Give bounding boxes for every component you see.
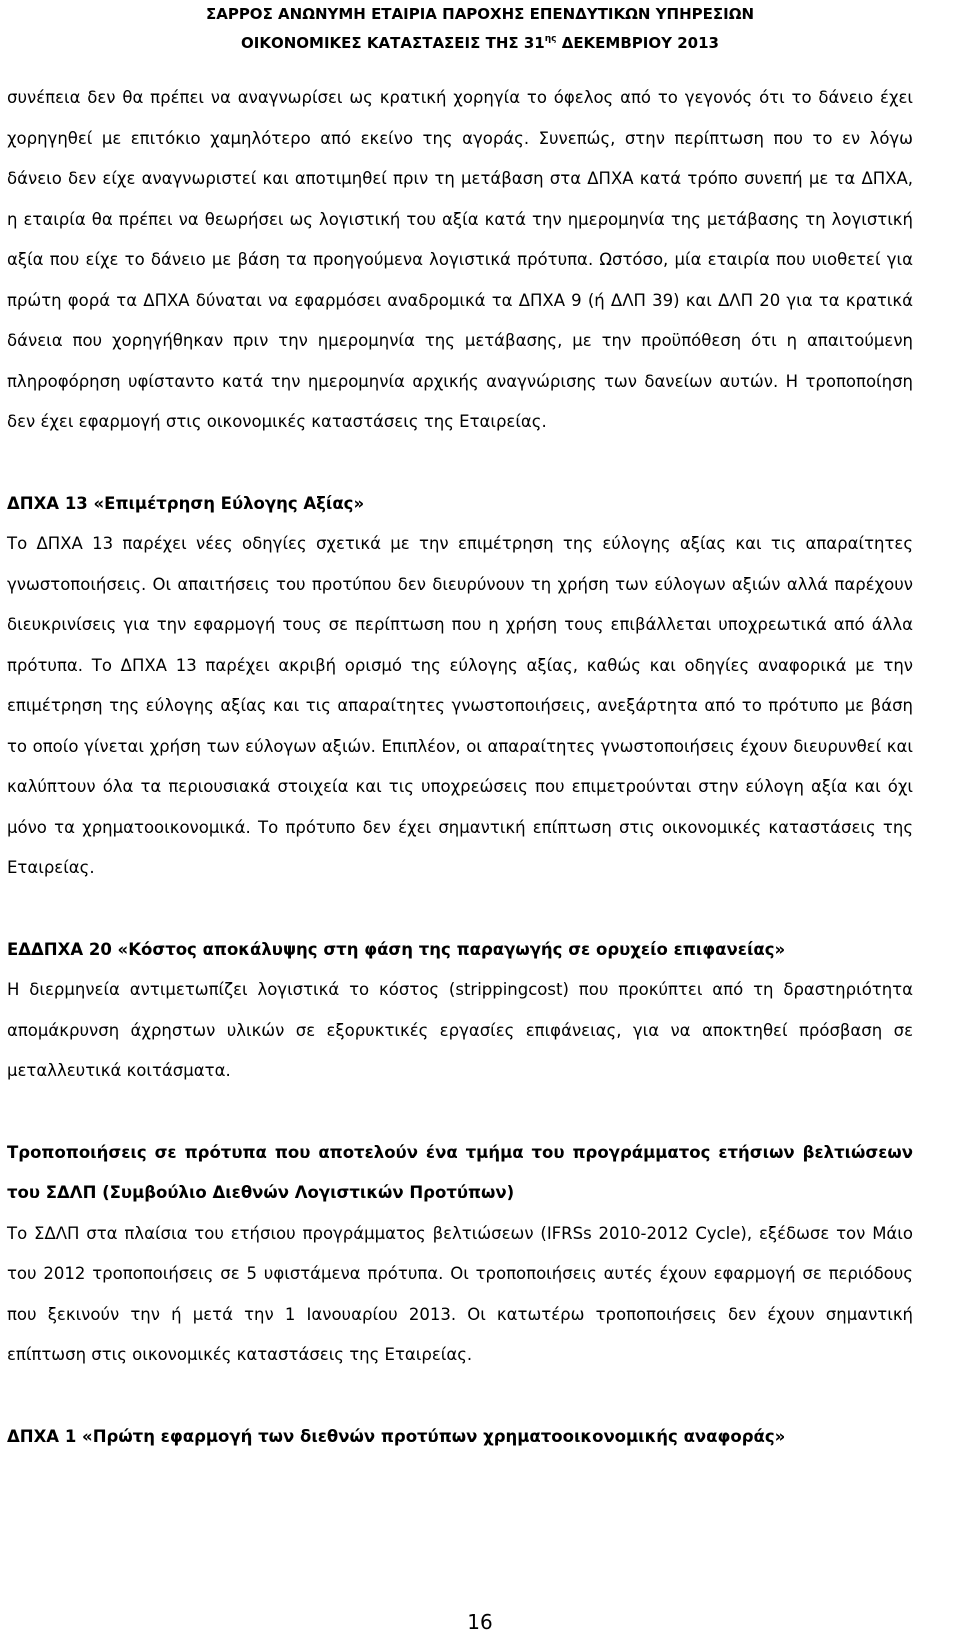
section-spacer bbox=[7, 889, 913, 930]
page-header bbox=[0, 0, 960, 58]
statements-title-prefix: ΟΙΚΟΝΟΜΙΚΕΣ ΚΑΤΑΣΤΑΣΕΙΣ ΤΗΣ 31 bbox=[241, 34, 545, 52]
document-body bbox=[7, 78, 913, 1457]
statements-title bbox=[0, 29, 960, 58]
page-number: 16 bbox=[467, 1610, 493, 1634]
section-spacer bbox=[7, 1092, 913, 1133]
ifric20-paragraph: Η διερμηνεία αντιμετωπίζει λογιστικά το κόστος (strippingcost) που προκύπτει από τη δραστηριότητα απομάκρυνση άχρηστων υλικών σε εξορυκτικές εργασίες επιφάνειας, για να αποκτηθεί πρόσβαση σε μεταλλευτικά κοιτάσματα. bbox=[7, 980, 913, 1080]
section-spacer bbox=[7, 443, 913, 484]
ifrs1-heading: ΔΠΧΑ 1 «Πρώτη εφαρμογή των διεθνών προτύπων χρηματοοικονομικής αναφοράς» bbox=[7, 1426, 786, 1446]
annual-improvements-heading: Τροποποιήσεις σε πρότυπα που αποτελούν ένα τμήμα του προγράμματος ετήσιων βελτιώσεων του ΣΔΛΠ (Συμβούλιο Διεθνών Λογιστικών Προτύπων) bbox=[7, 1142, 913, 1202]
section-spacer bbox=[7, 1376, 913, 1417]
ifric20-heading: ΕΔΔΠΧΑ 20 «Κόστος αποκάλυψης στη φάση της παραγωγής σε ορυχείο επιφανείας» bbox=[7, 939, 786, 959]
statements-title-superscript: ης bbox=[544, 34, 557, 44]
annual-improvements-paragraph: Το ΣΔΛΠ στα πλαίσια του ετήσιου προγράμματος βελτιώσεων (IFRSs 2010-2012 Cycle), εξέδωσε τον Μάιο του 2012 τροποποιήσεις σε 5 υφιστάμενα πρότυπα. Οι τροποποιήσεις αυτές έχουν εφαρμογή σε περιόδους που ξεκινούν την ή μετά την 1 Ιανουαρίου 2013. Οι κατωτέρω τροποποιήσεις δεν έχουν σημαντική επίπτωση στις οικονομικές καταστάσεις της Εταιρείας. bbox=[7, 1223, 913, 1364]
intro-paragraph: συνέπεια δεν θα πρέπει να αναγνωρίσει ως κρατική χορηγία το όφελος από το γεγονός ότι το δάνειο έχει χορηγηθεί με επιτόκιο χαμηλότερο από εκείνο της αγοράς. Συνεπώς, στην περίπτωση που το εν λόγω δάνειο δεν είχε αναγνωριστεί και αποτιμηθεί πριν τη μετάβαση στα ΔΠΧΑ κατά τρόπο συνεπή με τα ΔΠΧΑ, η εταιρία θα πρέπει να θεωρήσει ως λογιστική του αξία κατά την ημερομηνία της μετάβασης τη λογιστική αξία που είχε το δάνειο με βάση τα προηγούμενα λογιστικά πρότυπα. Ωστόσο, μία εταιρία που υιοθετεί για πρώτη φορά τα ΔΠΧΑ δύναται να εφαρμόσει αναδρομικά τα ΔΠΧΑ 9 (ή ΔΛΠ 39) και ΔΛΠ 20 για τα κρατικά δάνεια που χορηγήθηκαν πριν την ημερομηνία της μετάβασης, με την προϋπόθεση ότι η απαιτούμενη πληροφόρηση υφίσταντο κατά την ημερομηνία αρχικής αναγνώρισης των δανείων αυτών. Η τροποποίηση δεν έχει εφαρμογή στις οικονομικές καταστάσεις της Εταιρείας. bbox=[7, 88, 913, 431]
ifrs13-heading: ΔΠΧΑ 13 «Επιμέτρηση Εύλογης Αξίας» bbox=[7, 493, 365, 513]
ifrs13-paragraph: Το ΔΠΧΑ 13 παρέχει νέες οδηγίες σχετικά με την επιμέτρηση της εύλογης αξίας και τις απαραίτητες γνωστοποιήσεις. Οι απαιτήσεις του προτύπου δεν διευρύνουν τη χρήση των εύλογων αξιών αλλά παρέχουν διευκρινίσεις για την εφαρμογή τους σε περίπτωση που η χρήση τους επιβάλλεται υποχρεωτικά από άλλα πρότυπα. Το ΔΠΧΑ 13 παρέχει ακριβή ορισμό της εύλογης αξίας, καθώς και οδηγίες αναφορικά με την επιμέτρηση της εύλογης αξίας και τις απαραίτητες γνωστοποιήσεις, ανεξάρτητα από το πρότυπο με βάση το οποίο γίνεται χρήση των εύλογων αξιών. Επιπλέον, οι απαραίτητες γνωστοποιήσεις έχουν διευρυνθεί και καλύπτουν όλα τα περιουσιακά στοιχεία και τις υποχρεώσεις που επιμετρούνται στην εύλογη αξία και όχι μόνο τα χρηματοοικονομικά. Το πρότυπο δεν έχει σημαντική επίπτωση στις οικονομικές καταστάσεις της Εταιρείας. bbox=[7, 534, 913, 877]
company-name: ΣΑΡΡΟΣ ΑΝΩΝΥΜΗ ΕΤΑΙΡΙΑ ΠΑΡΟΧΗΣ ΕΠΕΝΔΥΤΙΚΩΝ ΥΠΗΡΕΣΙΩΝ bbox=[205, 5, 755, 23]
statements-title-suffix: ΔΕΚΕΜΒΡΙΟΥ 2013 bbox=[556, 34, 719, 52]
